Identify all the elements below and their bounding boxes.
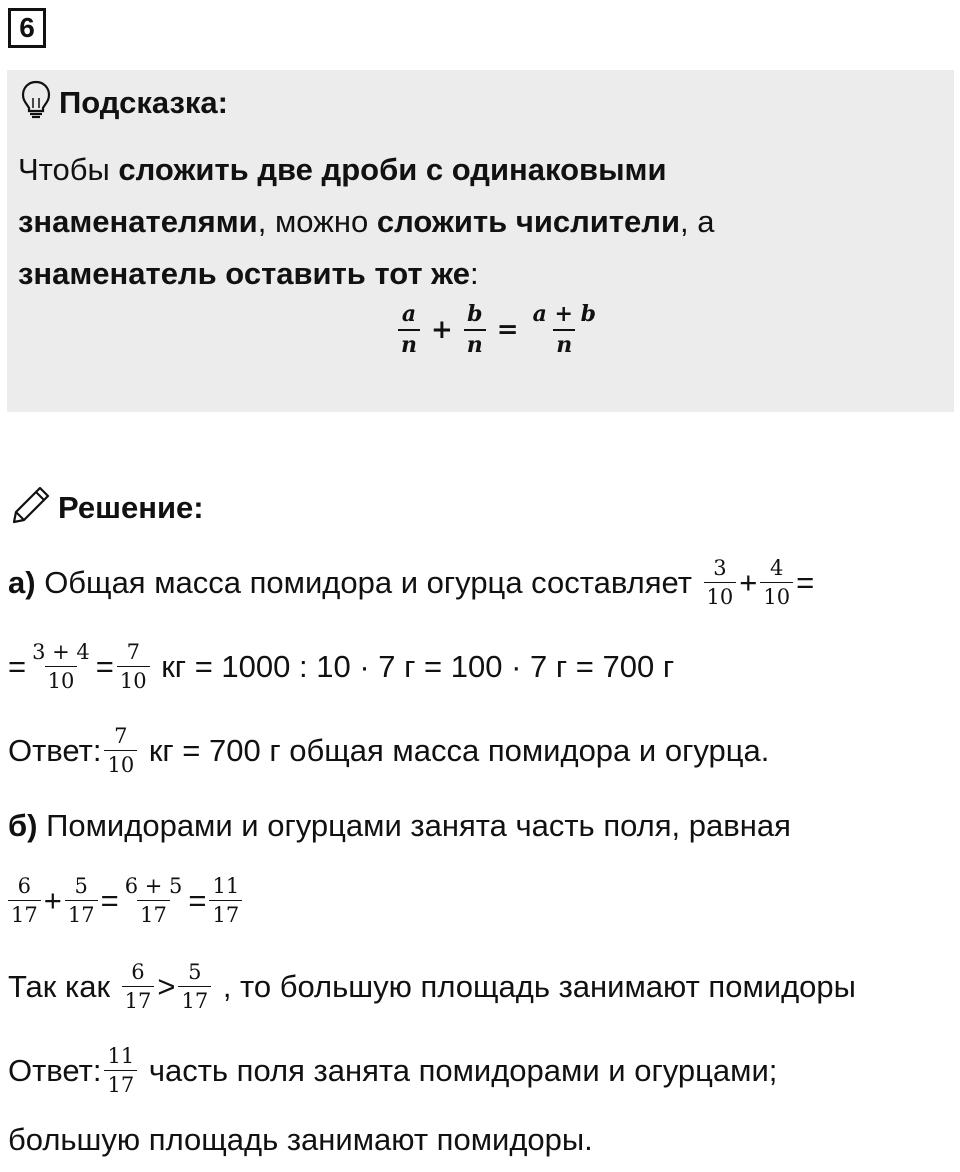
fraction	[29, 640, 93, 693]
answer-text: кг = 700 г общая масса помидора и огурца.	[140, 732, 770, 768]
numerator: 5	[74, 874, 88, 898]
answer-text: большую площадь занимают помидоры.	[8, 1122, 593, 1157]
hint-bold-segment: сложить числители	[376, 204, 681, 239]
numerator: 7	[126, 640, 140, 664]
fraction	[65, 874, 98, 927]
part-a-answer	[8, 724, 769, 777]
comparison-text: Так как	[8, 968, 119, 1004]
part-a-calculation: кг = 1000 : 10 · 7 г = 100 · 7 г = 700 г	[152, 648, 675, 684]
numerator: 11	[107, 1044, 135, 1068]
hint-header	[21, 80, 228, 125]
denominator: n	[464, 329, 486, 358]
numerator: 6 + 5	[124, 874, 183, 898]
part-b-comparison-line	[8, 960, 856, 1013]
lightbulb-icon	[21, 80, 51, 125]
fraction	[122, 874, 186, 927]
numerator: 3	[713, 556, 727, 580]
greater-than-sign: >	[157, 968, 176, 1004]
fraction	[760, 556, 793, 609]
hint-bold-segment: сложить две дроби с одинаковыми	[118, 152, 667, 187]
solution-title: Решение:	[58, 489, 204, 525]
formula-fraction-a	[398, 302, 420, 359]
part-a-text: Общая масса помидора и огурца составляет	[35, 564, 701, 600]
equals-sign: =	[100, 882, 119, 918]
fraction	[209, 874, 242, 927]
fraction	[104, 1044, 137, 1097]
numerator: 6	[17, 874, 32, 898]
denominator: 17	[65, 900, 98, 927]
hint-box	[7, 70, 954, 412]
part-b-answer-line-2	[8, 1122, 593, 1158]
answer-text: часть поля занята помидорами и огурцами;	[140, 1052, 778, 1088]
numerator: 11	[212, 874, 240, 898]
equals-sign: =	[796, 564, 815, 600]
denominator: 17	[178, 986, 211, 1013]
numerator: 4	[770, 556, 784, 580]
equals-sign: =	[188, 882, 207, 918]
part-a-line-2	[8, 640, 674, 693]
fraction	[178, 960, 211, 1013]
fraction	[122, 960, 155, 1013]
part-b-fraction-line	[8, 874, 245, 927]
denominator: 17	[137, 900, 170, 927]
formula-fraction-b	[464, 302, 486, 359]
numerator: a + b	[532, 301, 596, 327]
denominator: 10	[104, 750, 137, 777]
numerator: 7	[114, 724, 128, 748]
numerator: b	[467, 301, 483, 327]
denominator: 10	[704, 582, 737, 609]
part-a-label: а)	[8, 564, 36, 600]
comparison-conclusion: , то большую площадь занимают помидоры	[214, 968, 856, 1004]
formula-fraction-result	[530, 302, 599, 359]
solution-header	[10, 484, 204, 531]
plus-sign: +	[431, 315, 453, 346]
hint-line-2	[18, 196, 938, 248]
numerator: 6	[131, 960, 145, 984]
denominator: 17	[8, 900, 41, 927]
part-b-label: б)	[8, 808, 38, 843]
hint-text-segment: :	[470, 256, 479, 291]
plus-sign: +	[739, 564, 758, 600]
hint-text-segment: , можно	[257, 204, 377, 239]
hint-title: Подсказка:	[59, 84, 228, 120]
denominator: 10	[760, 582, 793, 609]
numerator: 5	[188, 960, 202, 984]
numerator: a	[401, 301, 417, 327]
hint-text	[18, 144, 938, 300]
fraction	[704, 556, 737, 609]
fraction	[104, 724, 137, 777]
answer-label: Ответ:	[8, 732, 102, 768]
equals-sign: =	[95, 648, 114, 684]
denominator: 17	[209, 900, 242, 927]
equals-sign: =	[496, 315, 519, 346]
denominator: 17	[104, 1070, 137, 1097]
hint-line-1	[18, 144, 938, 196]
fraction	[117, 640, 150, 693]
denominator: 10	[45, 666, 78, 693]
fraction-sum-formula	[395, 302, 602, 359]
numerator: 3 + 4	[32, 640, 90, 664]
denominator: 10	[117, 666, 150, 693]
fraction	[8, 874, 41, 927]
hint-line-3	[18, 248, 938, 300]
hint-text-segment: , а	[680, 204, 715, 239]
denominator: n	[398, 329, 420, 358]
hint-bold-segment: знаменателями	[18, 204, 258, 239]
part-b-answer	[8, 1044, 777, 1097]
part-a-line-1	[8, 556, 814, 609]
equals-sign: =	[8, 648, 27, 684]
part-b-line-1	[8, 808, 791, 844]
part-b-text: Помидорами и огурцами занята часть поля, равная	[37, 808, 791, 843]
hint-bold-segment: знаменатель оставить тот же	[18, 256, 470, 291]
hint-text-segment: Чтобы	[18, 152, 119, 187]
task-number-badge: 6	[8, 8, 46, 48]
pencil-icon	[10, 484, 52, 531]
denominator: n	[553, 329, 575, 358]
plus-sign: +	[43, 882, 62, 918]
answer-label: Ответ:	[8, 1052, 102, 1088]
denominator: 17	[122, 986, 155, 1013]
